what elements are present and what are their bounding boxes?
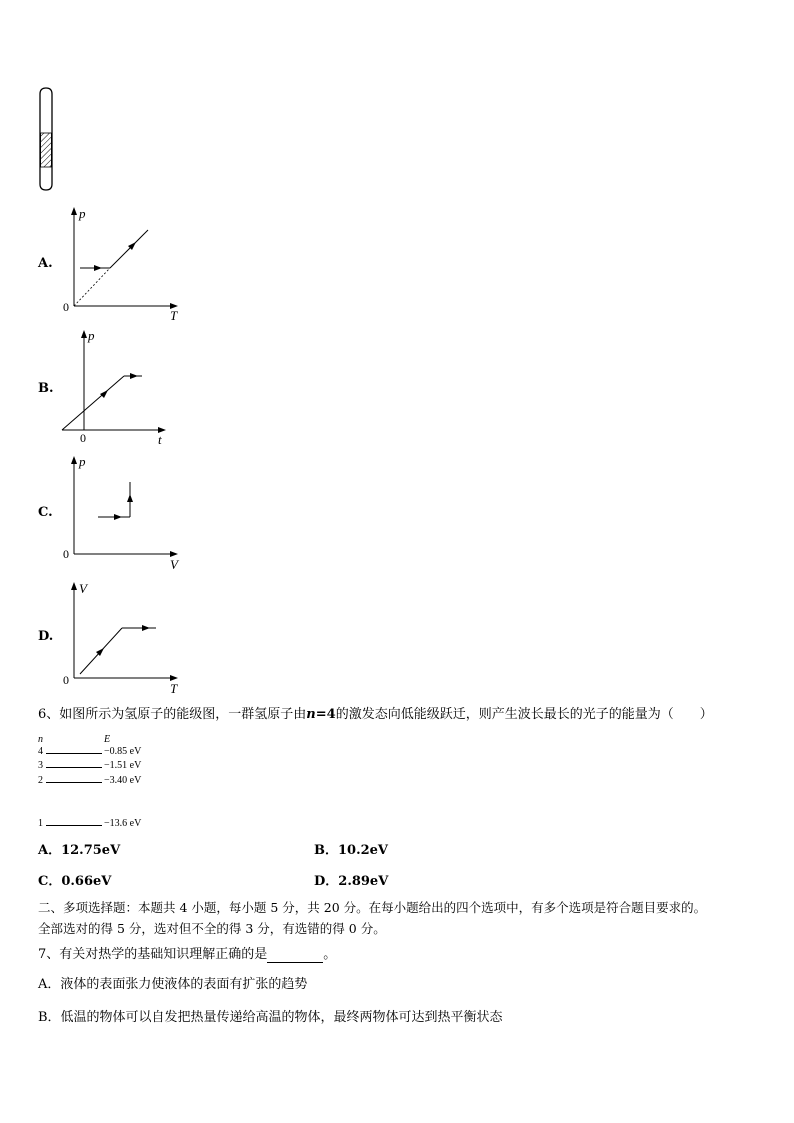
graph-d-y-label: V: [79, 581, 87, 596]
test-tube-figure: [34, 86, 58, 192]
graph-c: [60, 452, 185, 574]
graph-d-x-label: T: [170, 681, 178, 696]
energy-diagram-e-header: E: [104, 734, 111, 745]
graph-d: [60, 578, 185, 698]
level-1-line: [46, 825, 102, 826]
level-3-line: [46, 767, 102, 768]
option-b-label[interactable]: B.: [38, 381, 54, 396]
q7-option-a[interactable]: A．液体的表面张力使液体的表面有扩张的趋势: [38, 977, 308, 992]
graph-c-x-label: V: [170, 557, 178, 572]
level-2-line: [46, 782, 102, 783]
section-2-instructions-line2: 全部选对的得 5 分，选对但不全的得 3 分，有选错的得 0 分。: [38, 921, 386, 936]
q6-suffix: 的激发态向低能级跃迁，则产生波长最长的光子的能量为（ ）: [335, 707, 713, 722]
q6-prefix: 6、如图所示为氢原子的能级图，一群氢原子由: [38, 707, 307, 722]
level-3-n: 3: [38, 760, 43, 771]
graph-a: [60, 204, 185, 324]
option-c-label[interactable]: C.: [38, 505, 53, 520]
graph-c-y-label: p: [79, 454, 86, 469]
level-1-n: 1: [38, 818, 43, 829]
graph-a-x-label: T: [170, 308, 178, 323]
option-d-label[interactable]: D.: [38, 629, 54, 644]
graph-d-origin: 0: [63, 673, 69, 687]
graph-b: [58, 326, 183, 448]
question-7-stem: [38, 947, 336, 963]
q6-option-a[interactable]: A．12.75eV: [38, 843, 121, 858]
level-2-n: 2: [38, 775, 43, 786]
mercury-column: [41, 133, 52, 167]
level-2-energy: −3.40 eV: [104, 775, 142, 786]
q6-option-c[interactable]: C．0.66eV: [38, 874, 112, 889]
level-4-energy: −0.85 eV: [104, 746, 142, 757]
level-4-line: [46, 753, 102, 754]
q6-n-eq: =4: [315, 707, 336, 722]
q7-stem-prefix: 7、有关对热学的基础知识理解正确的是: [38, 947, 268, 962]
section-2-instructions-line1: 二、多项选择题：本题共 4 小题，每小题 5 分，共 20 分。在每小题给出的四个选项中，有多个选项是符合题目要求的。: [38, 900, 707, 915]
q7-answer-blank: [267, 950, 323, 963]
option-a-label[interactable]: A.: [38, 256, 53, 271]
q6-option-b[interactable]: B．10.2eV: [314, 843, 389, 858]
q7-option-b[interactable]: B．低温的物体可以自发把热量传递给高温的物体，最终两物体可达到热平衡状态: [38, 1010, 503, 1025]
energy-level-diagram: [38, 734, 178, 834]
level-4-n: 4: [38, 746, 43, 757]
graph-b-x-label: t: [158, 432, 162, 447]
q7-stem-suffix: 。: [323, 947, 337, 962]
graph-a-y-label: p: [79, 206, 86, 221]
level-3-energy: −1.51 eV: [104, 760, 142, 771]
graph-b-y-label: p: [88, 328, 95, 343]
energy-diagram-n-header: n: [38, 734, 43, 745]
graph-b-origin: 0: [80, 431, 86, 445]
graph-c-origin: 0: [63, 547, 69, 561]
graph-a-origin: 0: [63, 300, 69, 314]
level-1-energy: −13.6 eV: [104, 818, 142, 829]
q6-option-d[interactable]: D．2.89eV: [314, 874, 389, 889]
question-6-stem: [38, 707, 713, 723]
q6-n-var: n: [306, 707, 316, 722]
